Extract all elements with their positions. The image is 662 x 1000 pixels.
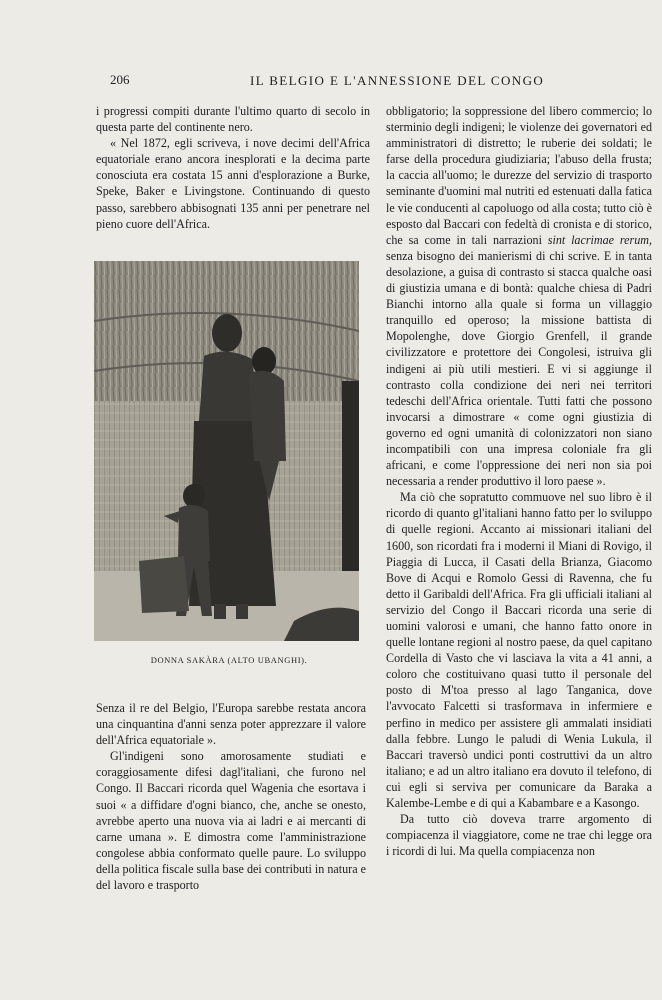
paragraph: i progressi compiti durante l'ultimo quarto di secolo in questa parte del continente nero. — [96, 104, 370, 135]
right-column — [386, 103, 652, 859]
left-column-top — [96, 103, 370, 232]
paragraph — [386, 103, 652, 489]
photograph-donna-sakara — [94, 261, 359, 641]
running-head: IL BELGIO E L'ANNESSIONE DEL CONGO — [250, 73, 545, 88]
left-column-bottom — [96, 700, 366, 893]
paragraph: Gl'indigeni sono amorosamente studiati e coraggiosamente difesi dagl'italiani, che furono nel Congo. Il Baccari ricorda quel Wagenia che esortava i suoi « a diffidare d'ogni bianco, che, anche se onesto, avrebbe aperto una nuova via ai ladri e ai mercanti di carne umana ». E dimostra come l'amministrazione congolese abbia conformato quelle paure. Lo sviluppo della politica fiscale sulla base dei contributi in natura e del lavoro e trasporto — [96, 749, 366, 893]
figure-caption: DONNA SAKÀRA (ALTO UBANGHI). — [150, 655, 308, 665]
latin-quote: sint lacrimae rerum, — [547, 232, 652, 247]
paragraph-text: senza bisogno dei manierismi di chi scrive. E in tanta desolazione, a guisa di contrasto si stacca qualche oasi di giustizia umana e di bontà: qualche chiesa di Padri Bianchi intorno alla quale si forma un villaggio tranquillo ed operoso; la missione battista di Mopolenghe, dove Giorgio Grenfell, il grande civilizzatore e protettore dei Congolesi, istruiva gli indigeni ai più utili mestieri. E vi si aggiunge il contrasto colla condizione dei neri nei territori tedeschi dell'Africa orientale. Tutti fatti che possono invocarsi a dimostrare « come ogni giustizia di governo ed ogni umanità di colonizzatori non siano incompatibili con una impresa coloniale fra gli africani, e come l'oppressione dei neri non sia poi necessaria a render produttivo il loro paese ». — [386, 248, 652, 489]
paragraph: Senza il re del Belgio, l'Europa sarebbe restata ancora una cinquantina d'anni senza poter apprezzare il valore dell'Africa equatoriale ». — [96, 701, 366, 748]
paragraph: « Nel 1872, egli scriveva, i nove decimi dell'Africa equatoriale erano ancora inesplorati e la decima parte conosciuta era costata 15 anni d'esplorazione a Burke, Speke, Baker e Livingstone. Continuando di questo passo, sarebbero abbisognati 135 anni per penetrare nel pieno cuore dell'Africa. — [96, 136, 370, 231]
paragraph-text: obbligatorio; la soppressione del libero commercio; lo sterminio degli indigeni; le violenze dei governatori ed amministratori di distretto; le ruberie dei soldati; le farse della procedura giudiziaria; l'abuso della frusta; la caccia all'uomo; le durezze del servizio di trasporto seminante d'uomini mal nutriti ed estenuati dalla fatica le vie conducenti al capoluogo od alla costa; tutto ciò è esposto dal Baccari con fedeltà di cronista e di storico, che sa come in tali narrazioni — [386, 104, 652, 247]
paragraph: Ma ciò che sopratutto commuove nel suo libro è il ricordo di quanto gl'italiani hanno fatto per lo sviluppo di quelle regioni. Accanto ai missionari italiani del 1600, son ricordati fra i moderni il Miani di Rovigo, il Piaggia di Lucca, il Casati della Brianza, Giacomo Bove di Acqui e Romolo Gessi di Ravenna, che fu detto il Garibaldi dell'Africa. Fra gli ufficiali italiani al servizio del Congo il Baccari ricorda una serie di uomini valorosi e umani, che hanno fatto onore in quelle lontane regioni al nostro paese, da quel capitano Cordella di Vasto che vi lasciava la vita a 41 anni, a coloro che costituivano quasi tutto il personale del posto di M'toa presso al lago Tanganica, dove l'avvocato Falcetti si trasformava in infermiere e perfino in medico per assistere gli ammalati insidiati dalla febbre. Lungo le paludi di Wenia Lukula, il Baccari traversò undici ponti costruttivi da un altro italiano; e ad un altro italiano era dovuto il telefono, di cui egli si serviva per comunicare da Baraka a Kalembe-Lembe e di qui a Kabambare e a Kasongo. — [386, 490, 652, 811]
paragraph: Da tutto ciò doveva trarre argomento di compiacenza il viaggiatore, come ne trae chi legge ora i ricordi di lui. Ma quella compiacenza non — [386, 812, 652, 859]
page-number: 206 — [110, 72, 130, 87]
